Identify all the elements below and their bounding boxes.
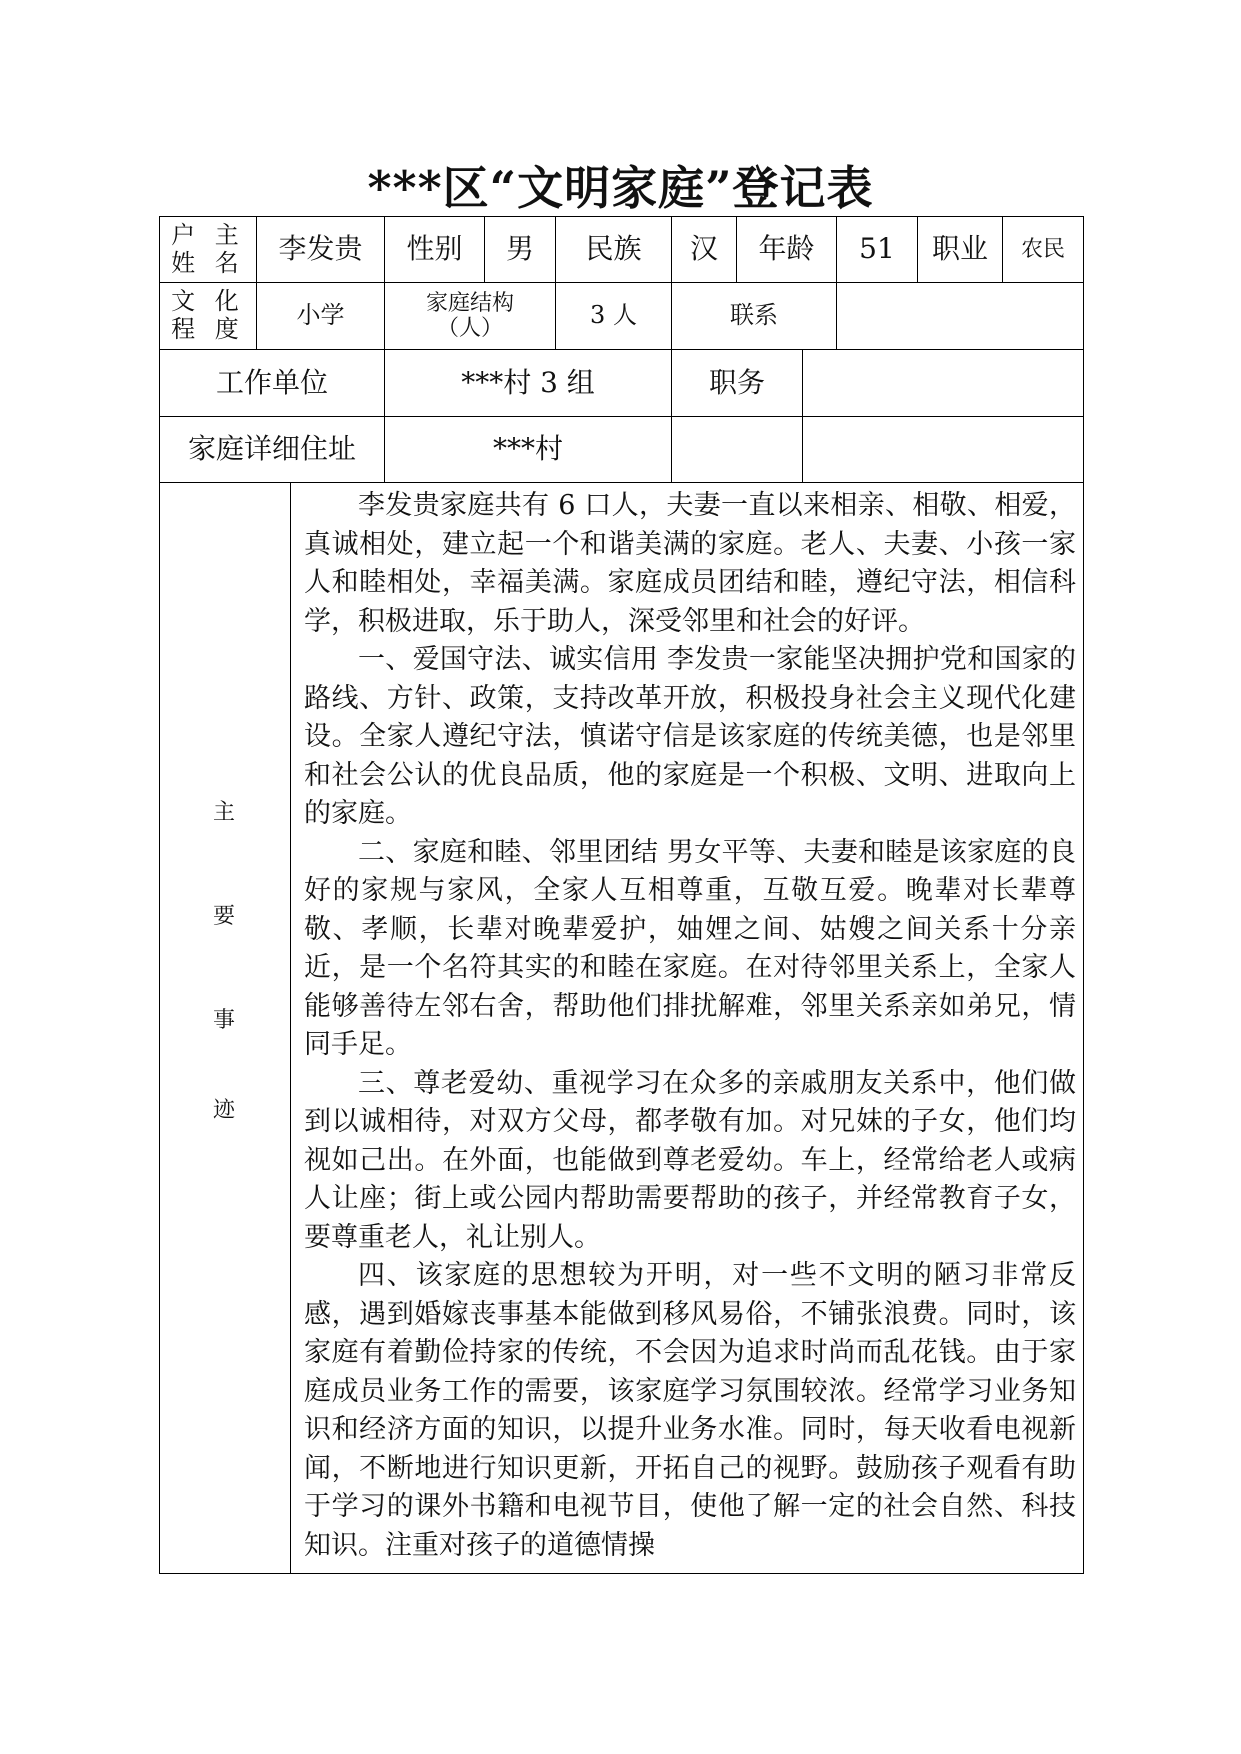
deeds-text [304,487,1076,1567]
education-value: 小学 [296,301,345,330]
deeds-paragraph: 李发贵家庭共有 6 口人，夫妻一直以来相亲、相敬、相爱，真诚相处，建立起一个和谐美满的家庭。老人、夫妻、小孩一家人和睦相处，幸福美满。家庭成员团结和睦，遵纪守法，相信科学，积极进取，乐于助人，深受邻里和社会的好评。 [304,490,1076,637]
education-label: 文 化 程 度 [171,287,245,343]
work-unit-label: 工作单位 [215,365,328,399]
address-label: 家庭详细住址 [187,432,356,466]
deeds-paragraph: 三、尊老爱幼、重视学习在众多的亲戚朋友关系中，他们做到以诚相待，对双方父母，都孝敬有加。对兄妹的子女，他们均视如己出。在外面，也能做到尊老爱幼。车上，经常给老人或病人让座；街上或公园内帮助需要帮助的孩子，并经常教育子女，要尊重老人，礼让别人。 [304,1067,1076,1253]
deeds-section [159,483,1084,1573]
deeds-paragraph: 一、爱国守法、诚实信用 李发贵一家能坚决拥护党和国家的路线、方针、政策，支持改革开放，积极投身社会主义现代化建设。全家人遵纪守法，慎诺守信是该家庭的传统美德，也是邻里和社会公认的优良品质，他的家庭是一个积极、文明、进取向上的家庭。 [304,644,1076,829]
occupation-label: 职业 [931,232,988,266]
age-label: 年龄 [758,232,815,266]
work-unit-value: ***村 3 组 [461,365,595,399]
address-value: ***村 [492,432,563,466]
family-structure-label: 家庭结构 （人） [425,290,514,341]
registration-table [159,216,1084,1574]
address-extra-cell [672,417,802,482]
position-label: 职务 [708,365,765,399]
occupation-value: 农民 [1020,236,1065,262]
gender-label: 性别 [406,232,463,266]
ethnicity-label: 民族 [585,232,642,266]
family-structure-value: 3 人 [590,301,637,330]
position-value [803,350,1083,416]
head-name-label: 户 主 姓 名 [171,220,245,277]
deeds-label: 主 要 事 迹 [212,800,235,1123]
gender-value: 男 [505,232,534,266]
age-value: 51 [859,232,895,266]
address-extra-cell-2 [803,417,1083,482]
contact-value [837,283,1083,349]
form-title: ***区“文明家庭”登记表 [367,161,874,215]
deeds-paragraph: 二、家庭和睦、邻里团结 男女平等、夫妻和睦是该家庭的良好的家规与家风，全家人互相尊重，互敬互爱。晚辈对长辈尊敬、孝顺，长辈对晚辈爱护，妯娌之间、姑嫂之间关系十分亲近，是一个名符其实的和睦在家庭。在对待邻里关系上，全家人能够善待左邻右舍，帮助他们排扰解难，邻里关系亲如弟兄，情同手足。 [304,836,1076,1060]
head-name-value: 李发贵 [278,232,363,266]
ethnicity-value: 汉 [689,232,718,266]
deeds-paragraph: 四、该家庭的思想较为开明，对一些不文明的陋习非常反感，遇到婚嫁丧事基本能做到移风易俗，不铺张浪费。同时，该家庭有着勤俭持家的传统，不会因为追求时尚而乱花钱。由于家庭成员业务工作的需要，该家庭学习氛围较浓。经常学习业务知识和经济方面的知识，以提升业务水准。同时，每天收看电视新闻，不断地进行知识更新，开拓自己的视野。鼓励孩子观看有助于学习的课外书籍和电视节目，使他了解一定的社会自然、科技知识。注重对孩子的道德情操 [304,1260,1076,1561]
contact-label: 联系 [730,301,778,330]
